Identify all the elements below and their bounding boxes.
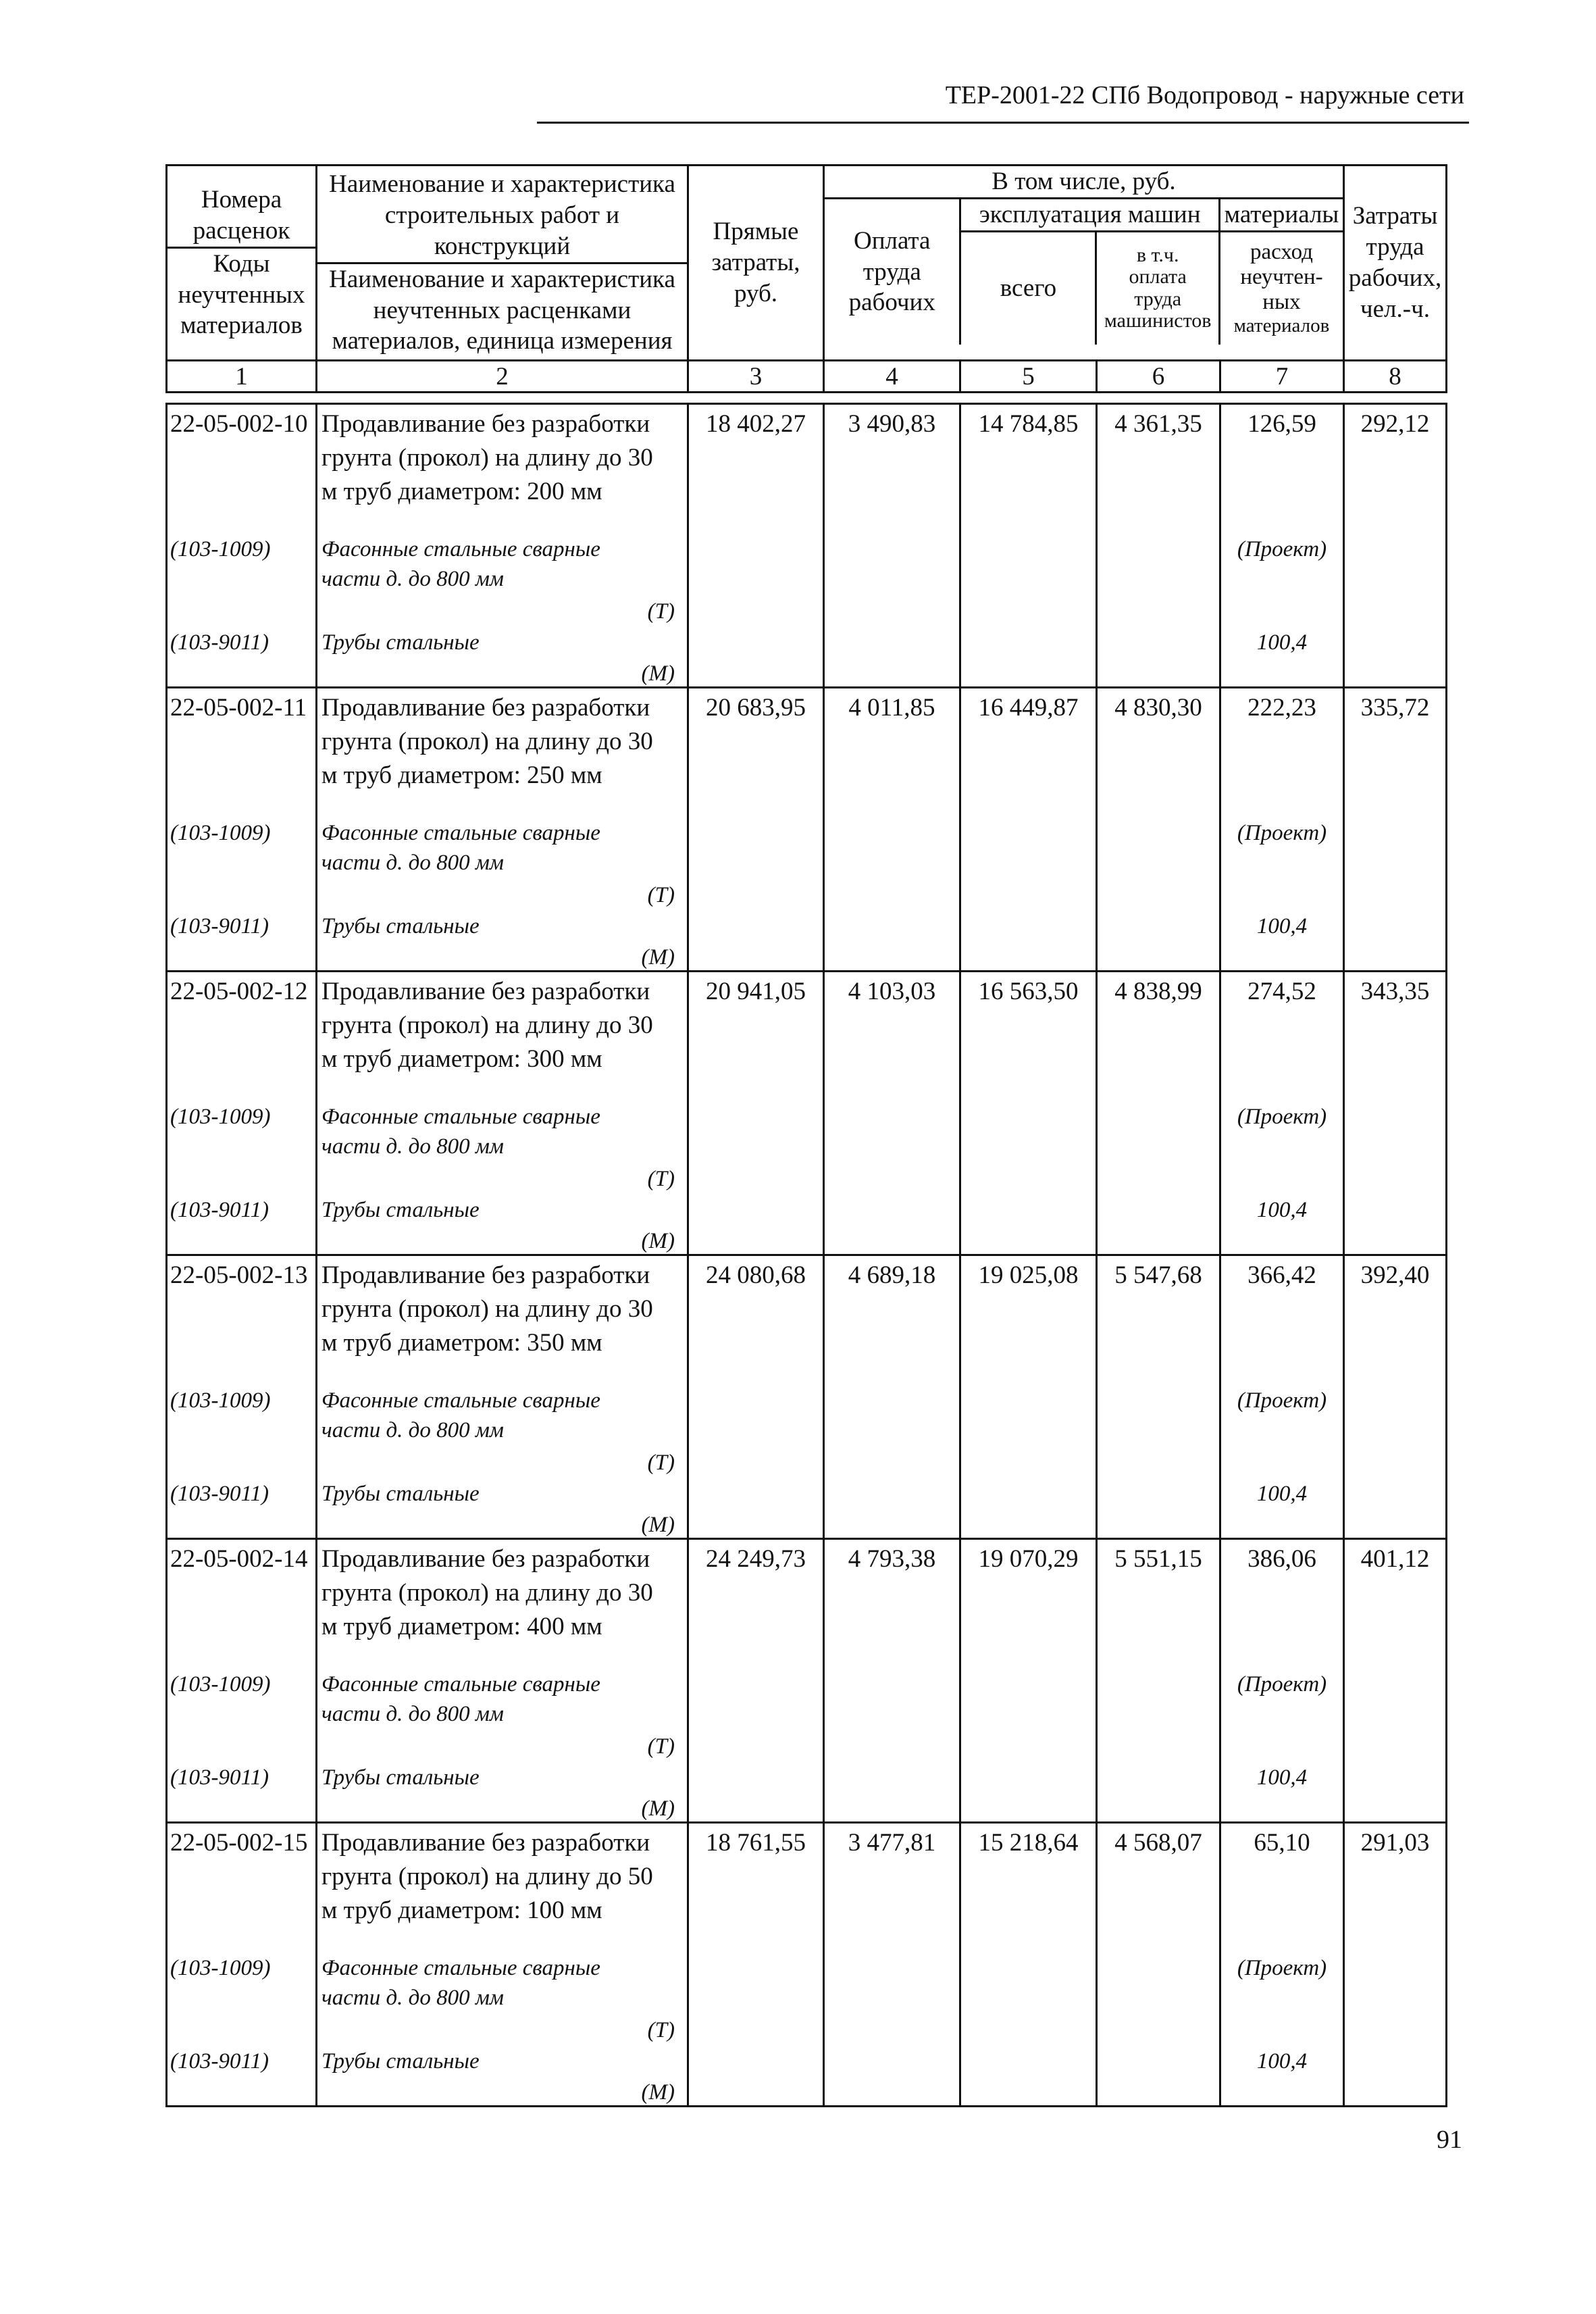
code-lines — [170, 975, 313, 1253]
material-name-line: части д. до 800 мм — [321, 1418, 504, 1442]
rate-name-line: м труб диаметром: 400 мм — [321, 1613, 602, 1640]
materials-cost: 386,06 — [1247, 1545, 1316, 1573]
labor-cost-cell: 3 490,83 — [824, 404, 960, 688]
rate-code: 22-05-002-10 — [170, 410, 308, 438]
table-row — [167, 404, 1447, 688]
rate-name-line: грунта (прокол) на длину до 30 — [321, 444, 653, 472]
name-lines — [321, 975, 681, 1253]
material-unit: (Т) — [647, 2018, 675, 2042]
material-consumption: 100,4 — [1256, 1482, 1308, 1506]
name-lines — [321, 1826, 681, 2105]
rate-name-line: м труб диаметром: 300 мм — [321, 1045, 602, 1073]
labor-hours-cell: 343,35 — [1344, 972, 1447, 1255]
machines-total-cell: 15 218,64 — [960, 1823, 1097, 2107]
materials-cell — [1220, 1255, 1344, 1539]
header-col2-line: Наименование и характеристика — [329, 265, 675, 293]
machinists-cell: 4 568,07 — [1097, 1823, 1220, 2107]
direct-cost-cell: 20 683,95 — [688, 688, 824, 972]
material-consumption: 100,4 — [1256, 914, 1308, 938]
header-col7-line: материалов — [1233, 315, 1330, 337]
rate-name-cell — [317, 1255, 688, 1539]
rate-code-cell — [167, 972, 317, 1255]
material-unit: (М) — [641, 2080, 675, 2105]
labor-cost-cell: 4 689,18 — [824, 1255, 960, 1539]
column-number: 5 — [960, 361, 1097, 393]
header-col8-line: Затраты — [1352, 202, 1438, 230]
header-group — [824, 166, 1344, 361]
material-name-line: Трубы стальные — [321, 1198, 480, 1222]
header-col3 — [688, 166, 824, 361]
materials-lines — [1221, 975, 1343, 1253]
labor-cost-cell: 4 793,38 — [824, 1539, 960, 1823]
rate-name-line: Продавливание без разработки — [321, 1829, 650, 1857]
machinists-cell: 4 361,35 — [1097, 404, 1220, 688]
rate-code: 22-05-002-14 — [170, 1545, 308, 1573]
header-col3-line: затраты, — [711, 249, 800, 277]
materials-cost: 222,23 — [1247, 694, 1316, 722]
material-consumption: (Проект) — [1237, 1388, 1327, 1413]
labor-hours-cell: 291,03 — [1344, 1823, 1447, 2107]
header-col1 — [167, 166, 317, 361]
machinists-cell: 4 830,30 — [1097, 688, 1220, 972]
rate-code: 22-05-002-12 — [170, 978, 308, 1005]
header-col8-line: чел.-ч. — [1360, 295, 1430, 323]
materials-cost: 274,52 — [1247, 978, 1316, 1005]
material-consumption: 100,4 — [1256, 1765, 1308, 1790]
rate-name-line: Продавливание без разработки — [321, 694, 650, 722]
rate-name-cell — [317, 688, 688, 972]
rate-code-cell — [167, 1823, 317, 2107]
rate-name-line: м труб диаметром: 250 мм — [321, 761, 602, 789]
code-lines — [170, 407, 313, 686]
header-col3-line: руб. — [733, 280, 778, 308]
column-number: 3 — [688, 361, 824, 393]
material-name-line: Трубы стальные — [321, 1765, 480, 1790]
material-unit: (Т) — [647, 1734, 675, 1759]
header-col8-line: рабочих, — [1348, 264, 1442, 293]
material-consumption: 100,4 — [1256, 2049, 1308, 2073]
materials-cost: 65,10 — [1254, 1829, 1310, 1857]
direct-cost-cell: 24 249,73 — [688, 1539, 824, 1823]
machinists-cell: 5 551,15 — [1097, 1539, 1220, 1823]
table-row — [167, 688, 1447, 972]
material-name-line: Фасонные стальные сварные — [321, 537, 600, 561]
materials-lines — [1221, 407, 1343, 686]
header-col1-line: неучтенных — [178, 280, 305, 309]
material-code: (103-9011) — [170, 914, 269, 938]
rate-code: 22-05-002-11 — [170, 694, 307, 722]
materials-cost: 126,59 — [1247, 410, 1316, 438]
name-lines — [321, 1259, 681, 1537]
rate-code-cell — [167, 1539, 317, 1823]
header-col2-line: строительных работ и конструкций — [384, 201, 620, 260]
header-col6-line: в т.ч. — [1136, 244, 1179, 267]
material-code: (103-9011) — [170, 1765, 269, 1790]
header-col1-line: материалов — [180, 311, 303, 340]
rate-name-cell — [317, 404, 688, 688]
machines-total-cell: 19 070,29 — [960, 1539, 1097, 1823]
material-name-line: части д. до 800 мм — [321, 1986, 504, 2010]
labor-cost-cell: 4 011,85 — [824, 688, 960, 972]
table-row — [167, 1255, 1447, 1539]
header-col8-line: труда — [1366, 233, 1424, 261]
code-lines — [170, 691, 313, 970]
rate-name-line: Продавливание без разработки — [321, 978, 650, 1005]
table-header — [165, 164, 1447, 393]
material-consumption: 100,4 — [1256, 630, 1308, 655]
header-rule — [537, 122, 1469, 124]
material-code: (103-9011) — [170, 1482, 269, 1506]
material-name-line: Трубы стальные — [321, 914, 480, 938]
materials-cell — [1220, 972, 1344, 1255]
labor-cost-cell: 3 477,81 — [824, 1823, 960, 2107]
material-name-line: части д. до 800 мм — [321, 1134, 504, 1159]
rate-name-line: Продавливание без разработки — [321, 1545, 650, 1573]
header-col3-line: Прямые — [713, 218, 799, 246]
material-unit: (Т) — [647, 599, 675, 624]
machines-total-cell: 16 563,50 — [960, 972, 1097, 1255]
table-row — [167, 972, 1447, 1255]
rate-name-line: м труб диаметром: 350 мм — [321, 1329, 602, 1357]
material-consumption: 100,4 — [1256, 1198, 1308, 1222]
header-col6 — [1096, 231, 1220, 345]
labor-hours-cell: 392,40 — [1344, 1255, 1447, 1539]
material-name-line: Трубы стальные — [321, 630, 480, 655]
rate-name-line: м труб диаметром: 100 мм — [321, 1896, 602, 1924]
header-materials: материалы — [1219, 199, 1343, 232]
rate-name-line: грунта (прокол) на длину до 30 — [321, 728, 653, 755]
header-group-title: В том числе, руб. — [825, 166, 1343, 199]
header-col8 — [1344, 166, 1447, 361]
material-unit: (Т) — [647, 883, 675, 907]
rate-name-cell — [317, 1539, 688, 1823]
rate-code: 22-05-002-13 — [170, 1261, 308, 1289]
column-number: 1 — [167, 361, 317, 393]
table-row — [167, 1823, 1447, 2107]
rates-table — [165, 403, 1447, 2107]
material-code: (103-1009) — [170, 1388, 271, 1413]
material-name-line: Фасонные стальные сварные — [321, 1105, 600, 1129]
rate-code-cell — [167, 404, 317, 688]
material-name-line: Фасонные стальные сварные — [321, 1956, 600, 1980]
header-col2-line: материалов, единица измерения — [332, 327, 673, 355]
material-code: (103-1009) — [170, 1105, 271, 1129]
rates-body — [167, 404, 1447, 2107]
header-col4-line: рабочих — [848, 288, 935, 317]
direct-cost-cell: 18 402,27 — [688, 404, 824, 688]
material-unit: (М) — [641, 661, 675, 686]
header-machines: эксплуатация машин — [960, 199, 1219, 232]
code-lines — [170, 1542, 313, 1821]
labor-hours-cell: 292,12 — [1344, 404, 1447, 688]
material-name-line: Трубы стальные — [321, 2049, 480, 2073]
header-col7-line: расход — [1250, 240, 1313, 265]
material-name-line: Трубы стальные — [321, 1482, 480, 1506]
header-col7-line: ных — [1262, 290, 1301, 315]
labor-cost-cell: 4 103,03 — [824, 972, 960, 1255]
header-col7 — [1219, 231, 1343, 345]
material-unit: (М) — [641, 1513, 675, 1537]
rate-name-line: грунта (прокол) на длину до 30 — [321, 1295, 653, 1323]
machines-total-cell: 19 025,08 — [960, 1255, 1097, 1539]
code-lines — [170, 1826, 313, 2105]
direct-cost-cell: 18 761,55 — [688, 1823, 824, 2107]
column-number: 7 — [1220, 361, 1344, 393]
rate-code: 22-05-002-15 — [170, 1829, 308, 1857]
header-col2-line: Наименование и характеристика — [329, 170, 675, 198]
materials-cell — [1220, 1823, 1344, 2107]
materials-cell — [1220, 1539, 1344, 1823]
rate-name-line: м труб диаметром: 200 мм — [321, 478, 602, 505]
name-lines — [321, 1542, 681, 1821]
materials-cell — [1220, 688, 1344, 972]
material-code: (103-9011) — [170, 1198, 269, 1222]
rate-name-line: грунта (прокол) на длину до 30 — [321, 1579, 653, 1607]
header-col4 — [825, 199, 960, 345]
code-lines — [170, 1259, 313, 1537]
rate-name-line: Продавливание без разработки — [321, 410, 650, 438]
material-code: (103-1009) — [170, 1956, 271, 1980]
material-name-line: Фасонные стальные сварные — [321, 821, 600, 845]
column-number: 6 — [1097, 361, 1220, 393]
column-number: 2 — [317, 361, 688, 393]
rate-code-cell — [167, 688, 317, 972]
material-code: (103-1009) — [170, 821, 271, 845]
material-name-line: части д. до 800 мм — [321, 567, 504, 591]
rate-code-cell — [167, 1255, 317, 1539]
materials-cost: 366,42 — [1247, 1261, 1316, 1289]
material-unit: (Т) — [647, 1167, 675, 1191]
rate-name-line: грунта (прокол) на длину до 50 — [321, 1863, 653, 1890]
column-number: 4 — [824, 361, 960, 393]
machines-total-cell: 14 784,85 — [960, 404, 1097, 688]
materials-lines — [1221, 1826, 1343, 2105]
material-name-line: Фасонные стальные сварные — [321, 1672, 600, 1696]
material-code: (103-9011) — [170, 630, 269, 655]
material-consumption: (Проект) — [1237, 1105, 1327, 1129]
material-code: (103-9011) — [170, 2049, 269, 2073]
material-unit: (М) — [641, 1796, 675, 1821]
header-col1-line: расценок — [192, 216, 290, 245]
materials-cell — [1220, 404, 1344, 688]
name-lines — [321, 407, 681, 686]
header-col4-line: труда — [863, 257, 921, 286]
material-code: (103-1009) — [170, 537, 271, 561]
direct-cost-cell: 20 941,05 — [688, 972, 824, 1255]
header-col6-line: труда — [1134, 287, 1182, 310]
material-name-line: части д. до 800 мм — [321, 851, 504, 875]
header-col6-line: оплата — [1129, 266, 1187, 288]
header-col2 — [317, 166, 688, 361]
material-code: (103-1009) — [170, 1672, 271, 1696]
table-row — [167, 1539, 1447, 1823]
rate-name-cell — [317, 972, 688, 1255]
direct-cost-cell: 24 080,68 — [688, 1255, 824, 1539]
rate-name-line: Продавливание без разработки — [321, 1261, 650, 1289]
page-number: 91 — [1437, 2126, 1462, 2154]
machinists-cell: 4 838,99 — [1097, 972, 1220, 1255]
materials-lines — [1221, 691, 1343, 970]
material-consumption: (Проект) — [1237, 537, 1327, 561]
material-consumption: (Проект) — [1237, 1956, 1327, 1980]
material-unit: (М) — [641, 1229, 675, 1253]
machinists-cell: 5 547,68 — [1097, 1255, 1220, 1539]
materials-lines — [1221, 1542, 1343, 1821]
material-unit: (М) — [641, 945, 675, 970]
rate-name-line: грунта (прокол) на длину до 30 — [321, 1011, 653, 1039]
header-col5: всего — [960, 231, 1096, 345]
header-col1-line: Коды — [213, 249, 270, 278]
material-unit: (Т) — [647, 1451, 675, 1475]
material-name-line: части д. до 800 мм — [321, 1702, 504, 1726]
document-header: ТЕР-2001-22 СПб Водопровод - наружные сети — [945, 81, 1464, 109]
header-group-table — [825, 166, 1343, 345]
column-number: 8 — [1344, 361, 1447, 393]
material-consumption: (Проект) — [1237, 1672, 1327, 1696]
rate-name-cell — [317, 1823, 688, 2107]
header-col2-line: неучтенных расценками — [373, 296, 632, 324]
header-col4-line: Оплата — [853, 226, 931, 255]
header-col7-line: неучтен- — [1240, 265, 1323, 290]
header-col1-line: Номера — [201, 185, 282, 213]
labor-hours-cell: 401,12 — [1344, 1539, 1447, 1823]
machines-total-cell: 16 449,87 — [960, 688, 1097, 972]
header-col6-line: машинистов — [1104, 309, 1212, 332]
material-consumption: (Проект) — [1237, 821, 1327, 845]
name-lines — [321, 691, 681, 970]
labor-hours-cell: 335,72 — [1344, 688, 1447, 972]
material-name-line: Фасонные стальные сварные — [321, 1388, 600, 1413]
materials-lines — [1221, 1259, 1343, 1537]
